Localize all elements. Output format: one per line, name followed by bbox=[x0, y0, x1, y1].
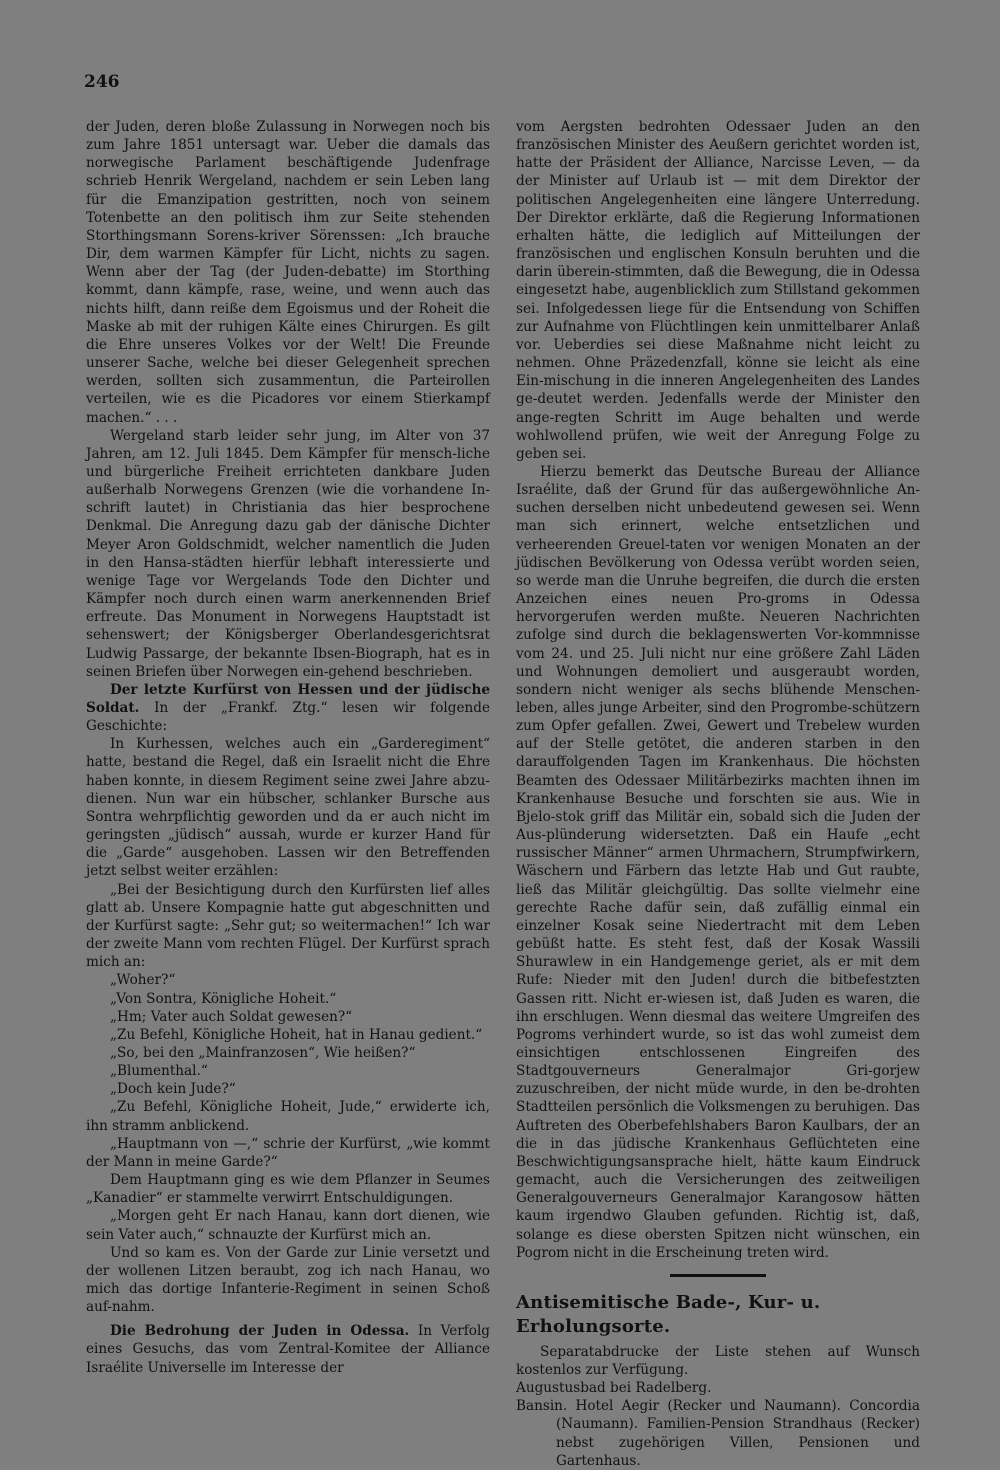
section-text: In Verfolg eines Gesuchs, das vom Zentral-Komitee der Alliance Israélite Universelle im Interesse der bbox=[86, 1323, 490, 1376]
section-heading-kurfuerst: Der letzte Kurfürst von Hessen und der jüdische Soldat. bbox=[86, 681, 490, 716]
section-intro: Separatabdrucke der Liste stehen auf Wunsch kostenlos zur Verfügung. bbox=[516, 1343, 920, 1378]
paragraph: Dem Hauptmann ging es wie dem Pflanzer in Seumes „Kanadier“ er stammelte verwirrt Entschuldigungen. bbox=[86, 1172, 490, 1207]
paragraph: „Morgen geht Er nach Hanau, kann dort dienen, wie sein Vater auch,“ schnauzte der Kurfürst mich an. bbox=[86, 1208, 490, 1243]
paragraph: Wergeland starb leider sehr jung, im Alter von 37 Jahren, am 12. Juli 1845. Dem Kämpfer für mensch-liche und bürgerliche Freiheit errichteten dankbare Juden außerhalb Norwegens Grenzen (wie die vorhandene In-schrift lautet) in Christiania das hier besprochene Denkmal. Die Anregung dazu gab der dänische Dichter Meyer Aron Goldschmidt, welcher namentlich die Juden in den Hansa-städten hierfür lebhaft interessierte und wenige Tage vor Wergelands Tode den Dichter und Kämpfer noch durch einen warm anerkennenden Brief erfreute. Das Monument in Norwegens Hauptstadt ist sehenswert; der Königsberger Oberlandesgerichtsrat Ludwig Passarge, der bekannte Ibsen-Biograph, hat es in seinen Briefen über Norwegen ein-gehend beschrieben. bbox=[86, 427, 490, 680]
paragraph: In Kurhessen, welches auch ein „Garderegiment“ hatte, bestand die Regel, daß ein Israelit nicht die Ehre haben konnte, in diesem Regiment seine zwei Jahre abzu-dienen. Nun war ein hübscher, schlanker Bursche aus Sontra wehrpflichtig geworden und da er auch nicht im geringsten „jüdisch“ aussah, wurde er kurzer Hand für die „Garde“ ausgehoben. Lassen wir den Betreffenden jetzt selbst weiter erzählen: bbox=[86, 736, 490, 880]
right-column bbox=[516, 118, 920, 1470]
paragraph: Hierzu bemerkt das Deutsche Bureau der Alliance Israélite, daß der Grund für das außergewöhnliche An-suchen derselben nicht unbedeutend gewesen sei. Wenn man sich erinnert, welche entsetzlichen und verheerenden Greuel-taten vor wenigen Monaten an der jüdischen Bevölkerung von Odessa verübt worden seien, so werde man die Unruhe begreifen, die durch die ersten Anzeichen eines neuen Pro-groms in Odessa hervorgerufen werden mußte. Neueren Nachrichten zufolge sind durch die beklagenswerten Vor-kommnisse vom 24. und 25. Juli nicht nur eine größere Zahl Läden und Wohnungen demoliert und ausgeraubt worden, sondern nicht weniger als sechs blühende Menschen-leben, alles junge Arbeiter, sind den Progrombe-schützern zum Opfer gefallen. Zwei, Gewert und Trebelew wurden auf der Stelle getötet, die anderen starben in den darauffolgenden Tagen im Krankenhaus. Die höchsten Beamten des Odessaer Militärbezirks machten ihnen im Krankenhause Besuche und forschten sie aus. Wie in Bjelo-stok griff das Militär ein, sobald sich die Juden der Aus-plünderung widersetzten. Daß ein Haufe „echt russischer Männer“ armen Uhrmachern, Strumpfwirkern, Wäschern und Färbern das letzte Hab und Gut raubte, ließ das Militär gleichgültig. Das sollte vielmehr eine gerechte Rache dafür sein, daß zufällig einmal ein einzelner Kosak seine Niedertracht mit dem Leben gebüßt hatte. Es steht fest, daß der Kosak Wassili Shurawlew in ein Handgemenge geriet, als er mit dem Rufe: Nieder mit den Juden! durch die bitbefestzten Gassen ritt. Nicht er-wiesen ist, daß Juden es waren, die ihn erschlugen. Wenn diesmal das weitere Umgreifen des Pogroms verhindert wurde, so ist das wohl zumeist dem einsichtigen entschlossenen Eingreifen des Stadtgouverneurs Generalmajor Gri-gorjew zuzuschreiben, der nicht müde wurde, in den be-drohten Stadtteilen persönlich die Volksmengen zu beruhigen. Das Auftreten des Oberbefehlshabers Baron Kaulbars, der an die in das jüdische Krankenhaus Geflüchteten eine Beschwichtigungsansprache hielt, hätte kaum Eindruck gemacht, auch die Versicherungen des zeitweiligen Generalgouverneurs Generalmajor Karangosow hätten kaum irgendwo Glauben gefunden. Richtig ist, daß, solange es diese obersten Spitzen nicht wünschen, ein Pogrom nicht in die Erscheinung treten wird. bbox=[516, 463, 920, 1261]
dialogue-line: „Hm; Vater auch Soldat gewesen?“ bbox=[110, 1008, 353, 1025]
paragraph: Und so kam es. Von der Garde zur Linie versetzt und der wollenen Litzen beraubt, zog ich nach Hanau, wo mich das dortige Infanterie-Regiment in seinen Schoß auf-nahm. bbox=[86, 1244, 490, 1316]
dialogue-line: „Zu Befehl, Königliche Hoheit, Jude,“ erwiderte ich, ihn stramm anblickend. bbox=[86, 1099, 490, 1134]
dialogue-line: „Doch kein Jude?“ bbox=[110, 1081, 236, 1098]
dialogue-line: „Blumenthal.“ bbox=[110, 1063, 208, 1080]
dialogue-line: „So, bei den „Mainfranzosen“, Wie heißen?“ bbox=[110, 1044, 416, 1061]
paragraph: vom Aergsten bedrohten Odessaer Juden an den französischen Minister des Aeußern gerichtet worden ist, hatte der Präsident der Alliance, Narcisse Leven, — da der Minister auf Urlaub ist — mit dem Direktor der politischen Angelegenheiten eine längere Unterredung. Der Direktor erklärte, daß die Regierung Informationen erhalten hätte, die lediglich auf Mitteilungen der französischen und englischen Konsuln beruhten und die darin überein-stimmten, daß die Bewegung, die in Odessa eingesetzt habe, augenblicklich zum Stillstand gekommen sei. Infolgedessen liege für die Entsendung von Schiffen zur Aufnahme von Flüchtlingen kein unmittelbarer Anlaß vor. Ueberdies sei diese Maßnahme nicht leicht zu nehmen. Ohne Präzedenzfall, könne sie leicht als eine Ein-mischung in die inneren Angelegenheiten des Landes ge-deutet werden. Jedenfalls werde der Minister den ange-regten Schritt im Auge behalten und werde wohlwollend prüfen, wie weit der Anregung Folge zu geben sei. bbox=[516, 119, 920, 462]
dialogue-line: „Woher?“ bbox=[110, 972, 176, 989]
page-number: 246 bbox=[84, 72, 120, 92]
section-heading-odessa: Die Bedrohung der Juden in Odessa. bbox=[110, 1323, 410, 1340]
list-item: Bansin. Hotel Aegir (Recker und Naumann). Concordia (Naumann). Familien-Pension Strandhaus (Recker) nebst zugehörigen Villen, Pensionen und Gartenhaus. bbox=[516, 1398, 920, 1469]
section-title-kurorte: Antisemitische Bade-, Kur- u. Erholungsorte. bbox=[516, 1291, 821, 1337]
dialogue-line: „Zu Befehl, Königliche Hoheit, hat in Hanau gedient.“ bbox=[110, 1026, 483, 1043]
section-paragraph-odessa bbox=[86, 1322, 490, 1376]
section-intro: In der „Frankf. Ztg.“ lesen wir folgende Geschichte: bbox=[86, 700, 490, 735]
dialogue-line: „Von Sontra, Königliche Hoheit.“ bbox=[110, 990, 337, 1007]
section-paragraph-kurfuerst bbox=[86, 681, 490, 735]
paragraph: der Juden, deren bloße Zulassung in Norwegen noch bis zum Jahre 1851 untersagt war. Ueber die damals das norwegische Parlament beschäftigende Judenfrage schrieb Henrik Wergeland, nachdem er sein Leben lang für die Emanzipation gestritten, noch von seinem Totenbette an den politisch ihm zur Seite stehenden Storthingsmann Sorens-kriver Sörenssen: „Ich brauche Dir, dem warmen Kämpfer für Licht, nichts zu sagen. Wenn aber der Tag (der Juden-debatte) im Storthing kommt, dann kämpfe, rase, weine, und wenn auch das nichts hilft, dann reiße dem Egoismus und der Roheit die Maske ab mit der ruhigen Kälte eines Chirurgen. Es gilt die Ehre unseres Volkes vor der Welt! Die Freunde unserer Sache, welche bei dieser Gelegenheit sprechen werden, sollten sich zusammentun, die Parteirollen verteilen, wie es die Picadores vor einem Stierkampf machen.“ . . . bbox=[86, 119, 490, 426]
paragraph: „Bei der Besichtigung durch den Kurfürsten lief alles glatt ab. Unsere Kompagnie hatte gut abgeschnitten und der Kurfürst sagte: „Sehr gut; so weitermachen!“ Ich war der zweite Mann vom rechten Flügel. Der Kurfürst sprach mich an: bbox=[86, 881, 490, 971]
section-divider bbox=[670, 1274, 766, 1277]
list-item: Augustusbad bei Radelberg. bbox=[516, 1380, 712, 1397]
left-column bbox=[86, 118, 490, 1377]
dialogue-line: „Hauptmann von —,“ schrie der Kurfürst, „wie kommt der Mann in meine Garde?“ bbox=[86, 1135, 490, 1170]
